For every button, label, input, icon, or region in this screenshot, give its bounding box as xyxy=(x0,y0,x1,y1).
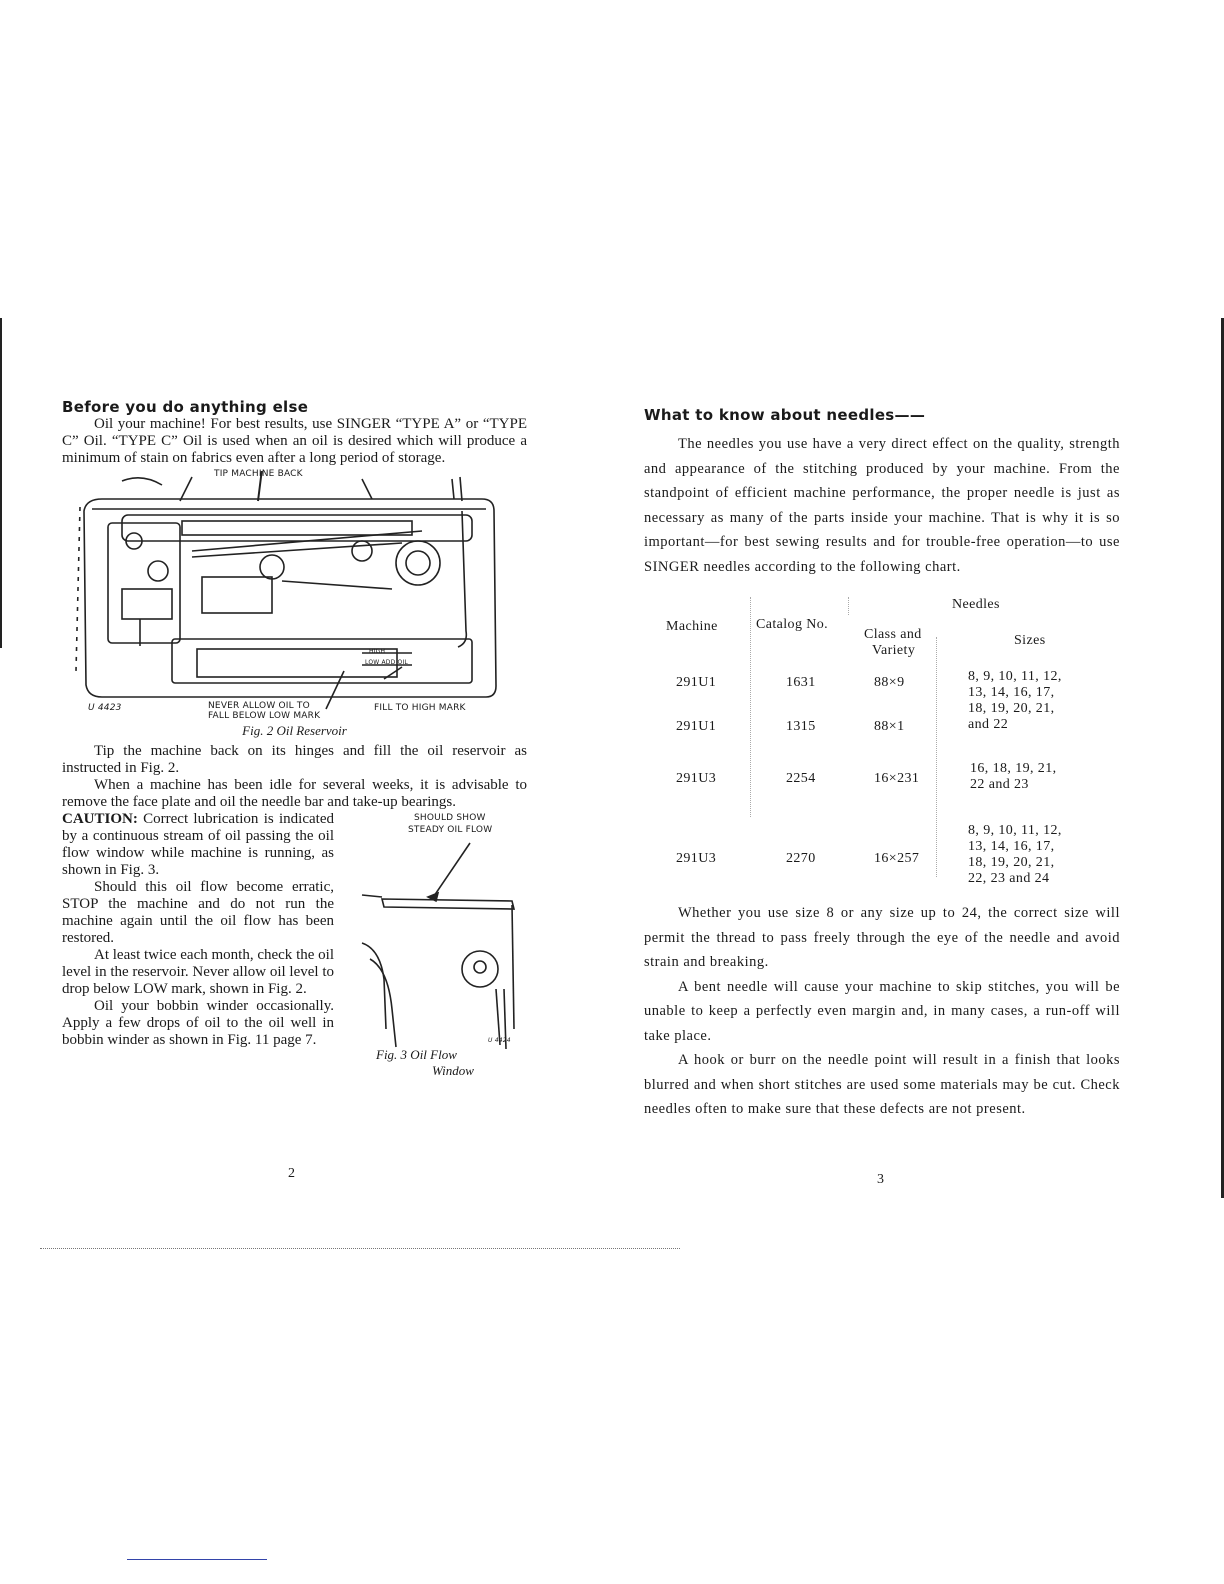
sizes-a-line2: 13, 14, 16, 17, xyxy=(968,685,1055,700)
table-rule-3 xyxy=(936,637,937,877)
left-page-number: 2 xyxy=(288,1166,295,1181)
fig2-label-never-1: NEVER ALLOW OIL TO xyxy=(208,701,310,711)
caution-paragraph xyxy=(62,811,334,879)
sizes-a-line3: 18, 19, 20, 21, xyxy=(968,701,1055,716)
row4-class: 16×257 xyxy=(874,851,920,866)
table-rule-2 xyxy=(848,597,849,615)
header-machine: Machine xyxy=(666,619,718,634)
page-edge-left xyxy=(0,318,2,648)
caution-section xyxy=(62,811,527,1078)
row4-machine: 291U3 xyxy=(676,851,717,866)
row2-class: 88×1 xyxy=(874,719,905,734)
fig2-label-low: LOW ADD OIL xyxy=(365,659,408,666)
row1-class: 88×9 xyxy=(874,675,905,690)
tip-paragraph: Tip the machine back on its hinges and fill the oil reservoir as instructed in Fig. 2. xyxy=(62,743,527,776)
fig3-caption-1: Fig. 3 Oil Flow xyxy=(376,1047,457,1062)
needles-intro-paragraph: The needles you use have a very direct effect on the quality, strength and appearance of the stitching produced by your machine. From the standpoint of efficient machine performance, the proper needle is just as necessary as many of the parts inside your machine. That is why it is so important—for best sewing results and for trouble-free operation—to use SINGER needles according to the following chart. xyxy=(644,436,1120,575)
fig3-label-1: SHOULD SHOW xyxy=(414,813,486,823)
row3-catalog: 2254 xyxy=(786,771,816,786)
fig2-label-fill: FILL TO HIGH MARK xyxy=(374,703,466,713)
header-needles: Needles xyxy=(952,597,1000,612)
figure-oil-reservoir xyxy=(62,471,527,719)
row1-machine: 291U1 xyxy=(676,675,717,690)
sizes-c-line4: 22, 23 and 24 xyxy=(968,871,1050,886)
oil-reservoir-illustration xyxy=(62,471,527,719)
sizes-b-line2: 22 and 23 xyxy=(970,777,1029,792)
caution-text-column xyxy=(62,811,334,1049)
header-sizes: Sizes xyxy=(1014,633,1046,648)
sizes-c-line3: 18, 19, 20, 21, xyxy=(968,855,1055,870)
left-heading: Before you do anything else xyxy=(62,398,309,416)
erratic-paragraph: Should this oil flow become erratic, STOP the machine and do not run the machine again until the oil flow has been restored. xyxy=(62,879,334,946)
sizes-c-line2: 13, 14, 16, 17, xyxy=(968,839,1055,854)
figure-oil-flow-window xyxy=(352,811,527,1091)
left-page xyxy=(62,398,527,1078)
scan-bottom-rule xyxy=(40,1248,680,1249)
row2-catalog: 1315 xyxy=(786,719,816,734)
header-class-1: Class and xyxy=(864,627,922,642)
fig3-code: U 4424 xyxy=(488,1037,511,1044)
fig2-label-never-2: FALL BELOW LOW MARK xyxy=(208,711,321,721)
row3-machine: 291U3 xyxy=(676,771,717,786)
fig2-code: U 4423 xyxy=(88,703,122,713)
sizes-a-line4: and 22 xyxy=(968,717,1009,732)
fig2-label-tip: TIP MACHINE BACK xyxy=(214,469,303,479)
header-catalog: Catalog No. xyxy=(756,617,829,632)
fig3-caption-2: Window xyxy=(432,1063,474,1078)
caution-body: Correct lubrication is indicated by a continuous stream of oil passing the oil flow window while machine is running, as shown in Fig. 3. xyxy=(62,811,334,878)
idle-paragraph: When a machine has been idle for several weeks, it is advisable to remove the face plate and oil the needle bar and take-up bearings. xyxy=(62,777,527,810)
table-rule-1 xyxy=(750,597,751,817)
right-heading: What to know about needles—— xyxy=(644,406,926,424)
row3-class: 16×231 xyxy=(874,771,920,786)
correct-size-paragraph: Whether you use size 8 or any size up to 24, the correct size will permit the thread to pass freely through the eye of the needle and avoid strain and breaking. xyxy=(644,905,1120,970)
row2-machine: 291U1 xyxy=(676,719,717,734)
sizes-c-line1: 8, 9, 10, 11, 12, xyxy=(968,823,1062,838)
sizes-b-line1: 16, 18, 19, 21, xyxy=(970,761,1057,776)
row4-catalog: 2270 xyxy=(786,851,816,866)
fig3-label-2: STEADY OIL FLOW xyxy=(408,825,493,835)
right-page-number: 3 xyxy=(877,1172,884,1187)
row1-catalog: 1631 xyxy=(786,675,816,690)
bobbin-paragraph: Oil your bobbin winder occasionally. Apply a few drops of oil to the oil well in bobbin winder as shown in Fig. 11 page 7. xyxy=(62,998,334,1048)
right-page xyxy=(644,406,1120,1122)
header-class-2: Variety xyxy=(872,643,916,658)
needle-chart xyxy=(644,597,1120,887)
fig2-caption: Fig. 2 Oil Reservoir xyxy=(242,723,347,738)
intro-paragraph: Oil your machine! For best results, use SINGER “TYPE A” or “TYPE C” Oil. “TYPE C” Oil is used when an oil is desired which will produce a minimum of stain on fabrics even after a long period of storage. xyxy=(62,416,527,466)
bent-needle-paragraph: A bent needle will cause your machine to skip stitches, you will be unable to keep a perfectly even margin and, in many cases, a run-off will take place. xyxy=(644,978,1120,1044)
sizes-a-line1: 8, 9, 10, 11, 12, xyxy=(968,669,1062,684)
caution-label: CAUTION: xyxy=(62,811,138,827)
twice-monthly-paragraph: At least twice each month, check the oil level in the reservoir. Never allow oil level to drop below LOW mark, shown in Fig. 2. xyxy=(62,947,334,997)
hook-burr-paragraph: A hook or burr on the needle point will result in a finish that looks blurred and when short stitches are used some materials may be cut. Check needles often to make sure that these defects are not present. xyxy=(644,1052,1120,1117)
fig2-label-high: HIGH xyxy=(369,648,386,655)
blue-underline-mark xyxy=(127,1559,267,1560)
